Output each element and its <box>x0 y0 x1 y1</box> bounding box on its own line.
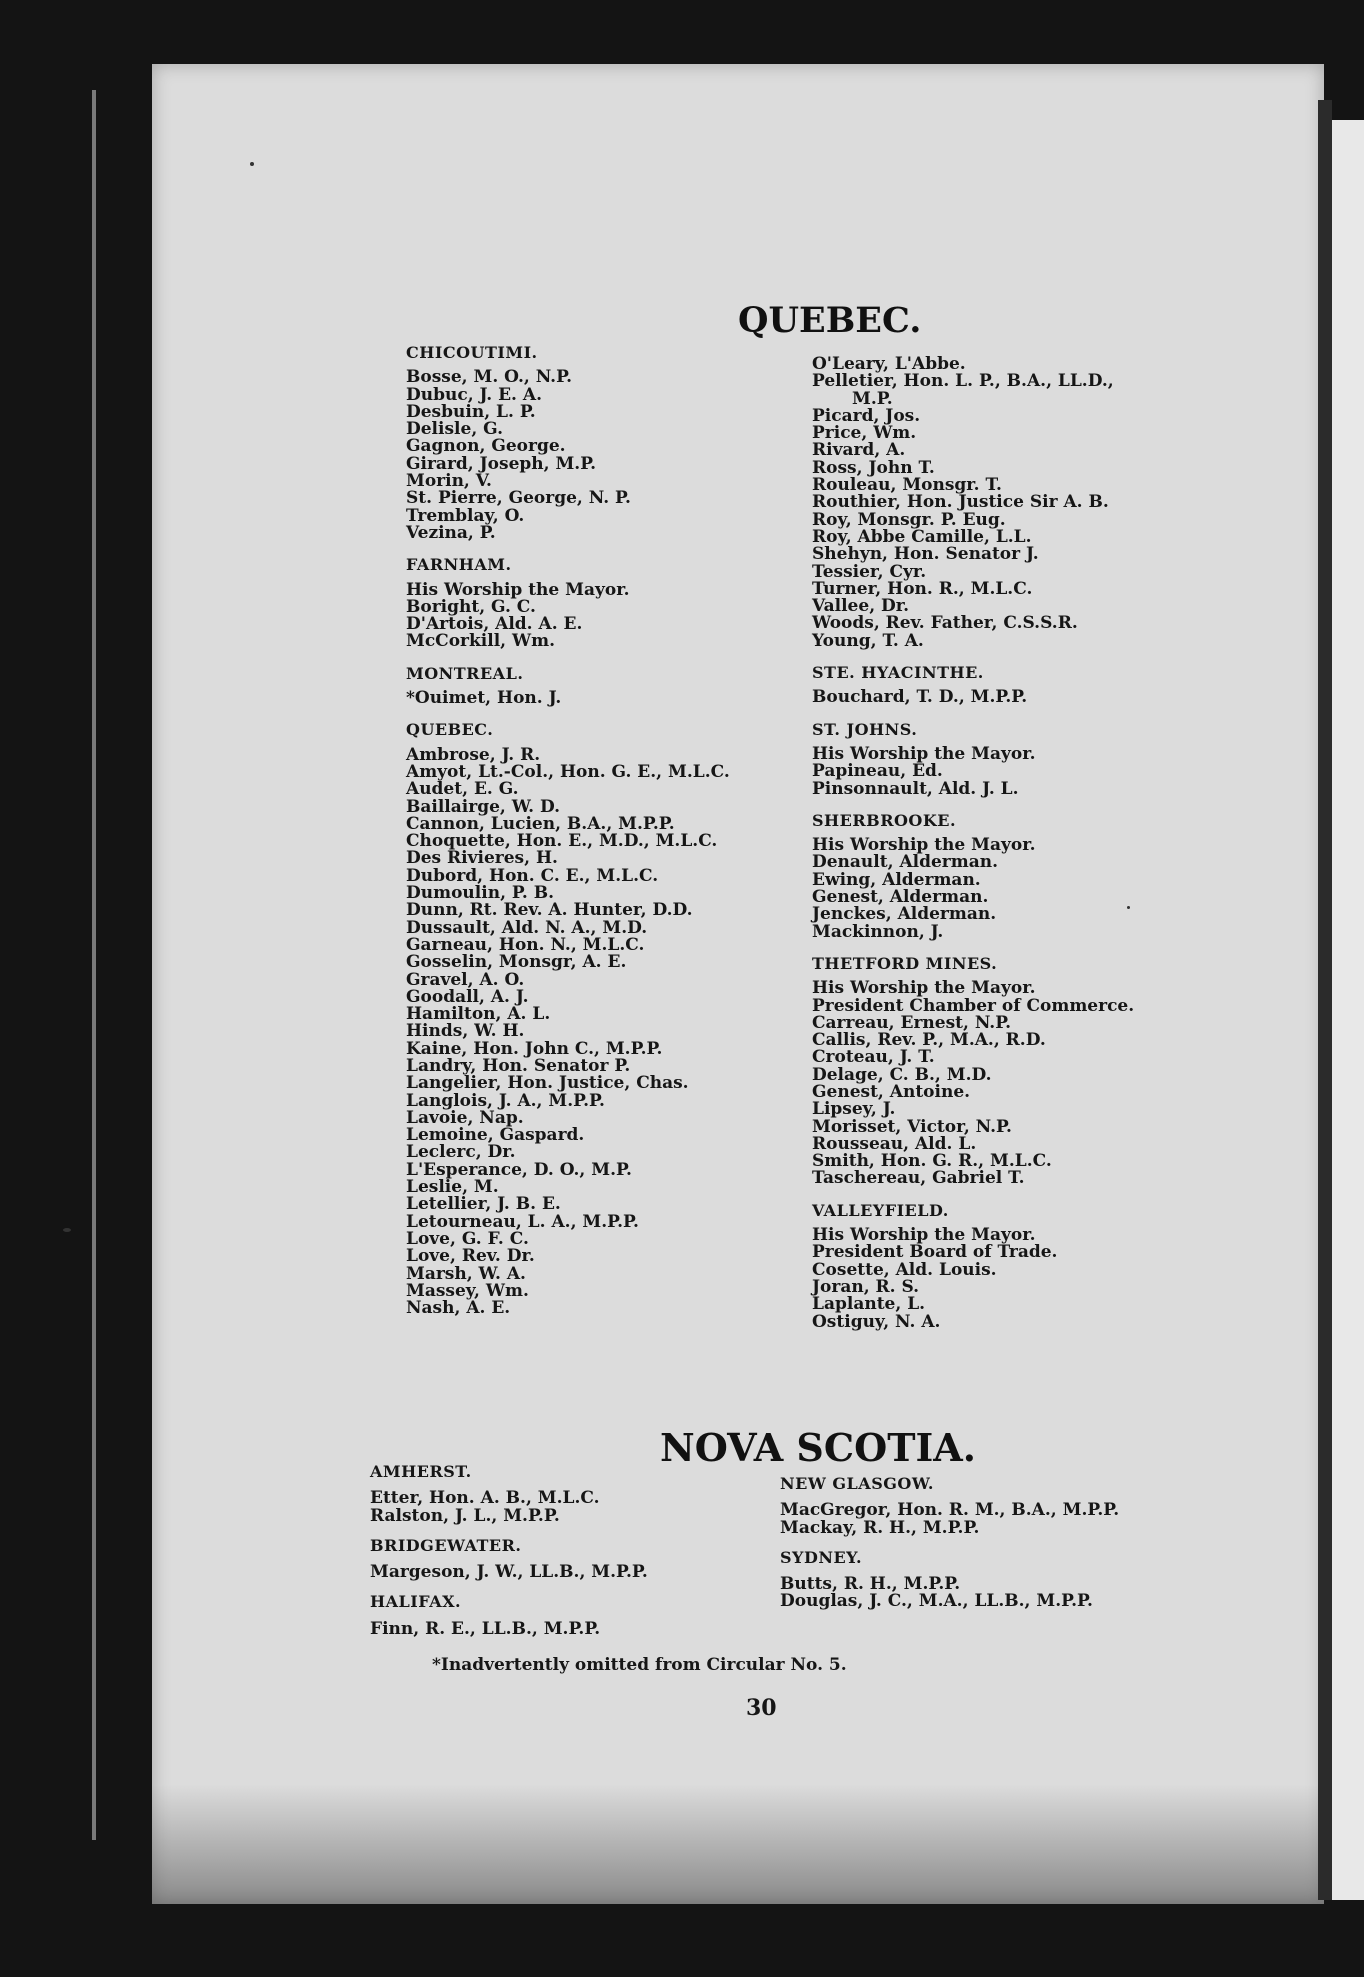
page-left-border <box>92 90 96 1840</box>
name-entry: Amyot, Lt.-Col., Hon. G. E., M.L.C. <box>406 761 730 782</box>
name-entry: Finn, R. E., LL.B., M.P.P. <box>370 1618 601 1639</box>
section-title: FARNHAM. <box>406 555 512 575</box>
name-entry: Leclerc, Dr. <box>406 1142 516 1163</box>
name-entry: Dubuc, J. E. A. <box>406 384 542 405</box>
quebec-right-column <box>812 356 1242 1345</box>
name-entry: Tessier, Cyr. <box>812 561 927 582</box>
name-entry: O'Leary, L'Abbe. <box>812 354 966 374</box>
name-entry: Denault, Alderman. <box>812 852 999 873</box>
name-entry: President Board of Trade. <box>812 1242 1058 1263</box>
name-entry: Mackinnon, J. <box>812 921 944 942</box>
section-title: QUEBEC. <box>406 720 494 740</box>
section-montreal <box>406 665 836 708</box>
name-entry: Baillairge, W. D. <box>406 796 561 817</box>
name-entry: President Chamber of Commerce. <box>812 995 1135 1016</box>
name-entry: Papineau, Ed. <box>812 761 943 782</box>
name-entry: Langlois, J. A., M.P.P. <box>406 1090 605 1111</box>
name-entry: Pelletier, Hon. L. P., B.A., LL.D., <box>812 371 1114 392</box>
section-amherst <box>370 1463 770 1525</box>
name-entry: Bouchard, T. D., M.P.P. <box>812 687 1028 708</box>
name-entry: Price, Wm. <box>812 423 917 444</box>
name-entry: Morisset, Victor, N.P. <box>812 1116 1012 1137</box>
section-title: BRIDGEWATER. <box>370 1535 522 1555</box>
name-entry: Choquette, Hon. E., M.D., M.L.C. <box>406 831 718 852</box>
name-entry: His Worship the Mayor. <box>812 743 1036 764</box>
paper-speck <box>63 1228 71 1232</box>
name-entry: Woods, Rev. Father, C.S.S.R. <box>812 613 1078 634</box>
name-entry: Massey, Wm. <box>406 1280 529 1301</box>
name-entry: Leslie, M. <box>406 1177 499 1198</box>
paper-speck <box>1127 906 1130 909</box>
name-entry: Des Rivieres, H. <box>406 848 558 869</box>
name-entry: Pinsonnault, Ald. J. L. <box>812 778 1019 799</box>
nova-scotia-right-column <box>780 1475 1180 1623</box>
section-chicoutimi <box>406 344 836 542</box>
name-entry: Croteau, J. T. <box>812 1047 935 1068</box>
name-entry: Mackay, R. H., M.P.P. <box>780 1517 980 1538</box>
page-edge-shadow <box>1318 100 1332 1900</box>
section-sherbrooke <box>812 812 1242 941</box>
name-entry: Callis, Rev. P., M.A., R.D. <box>812 1030 1046 1051</box>
name-entry: Desbuin, L. P. <box>406 401 536 422</box>
name-entry: Genest, Alderman. <box>812 887 989 908</box>
quebec-left-column <box>406 344 836 1331</box>
name-entry: Dubord, Hon. C. E., M.L.C. <box>406 865 659 886</box>
name-entry: Delisle, G. <box>406 419 503 440</box>
name-entry: His Worship the Mayor. <box>812 978 1036 999</box>
section-sydney <box>780 1549 1180 1611</box>
name-entry: Gosselin, Monsgr, A. E. <box>406 952 627 973</box>
page-number: 30 <box>746 1695 777 1721</box>
name-entry: His Worship the Mayor. <box>812 835 1036 856</box>
name-entry: M.P. <box>852 388 893 409</box>
name-entry: Morin, V. <box>406 471 492 492</box>
name-entry: Smith, Hon. G. R., M.L.C. <box>812 1151 1052 1172</box>
section-title: VALLEYFIELD. <box>812 1200 949 1220</box>
name-entry: Ostiguy, N. A. <box>812 1311 941 1332</box>
section-title: AMHERST. <box>370 1462 472 1481</box>
section-title: SHERBROOKE. <box>812 810 957 830</box>
footnote: *Inadvertently omitted from Circular No. 5. <box>432 1655 847 1675</box>
name-entry: Rousseau, Ald. L. <box>812 1133 977 1154</box>
next-page-strip <box>1332 120 1364 1900</box>
section-st-johns <box>812 721 1242 798</box>
name-entry: Gagnon, George. <box>406 436 566 457</box>
name-entry: Langelier, Hon. Justice, Chas. <box>406 1073 689 1094</box>
paper-speck <box>250 162 254 166</box>
name-entry: Love, G. F. C. <box>406 1228 529 1249</box>
name-entry: Garneau, Hon. N., M.L.C. <box>406 934 645 955</box>
name-entry: Boright, G. C. <box>406 596 536 617</box>
section-valleyfield <box>812 1202 1242 1331</box>
section-new-glasgow <box>780 1475 1180 1537</box>
name-entry: Kaine, Hon. John C., M.P.P. <box>406 1038 663 1059</box>
nova-scotia-heading: NOVA SCOTIA. <box>660 1425 976 1470</box>
name-entry: Douglas, J. C., M.A., LL.B., M.P.P. <box>780 1591 1093 1612</box>
name-entry: His Worship the Mayor. <box>406 579 630 600</box>
name-entry: Cosette, Ald. Louis. <box>812 1259 997 1280</box>
name-entry: Roy, Monsgr. P. Eug. <box>812 509 1006 530</box>
name-entry: MacGregor, Hon. R. M., B.A., M.P.P. <box>780 1500 1120 1521</box>
name-entry: Delage, C. B., M.D. <box>812 1064 992 1085</box>
name-entry: D'Artois, Ald. A. E. <box>406 614 583 635</box>
name-entry: Nash, A. E. <box>406 1298 511 1319</box>
name-entry: Laplante, L. <box>812 1294 926 1315</box>
section-title: CHICOUTIMI. <box>406 343 538 362</box>
name-entry: Vezina, P. <box>406 522 496 543</box>
name-entry: Joran, R. S. <box>812 1276 920 1297</box>
name-entry: Ross, John T. <box>812 457 935 478</box>
name-entry: Carreau, Ernest, N.P. <box>812 1012 1012 1033</box>
name-entry: Lemoine, Gaspard. <box>406 1125 585 1146</box>
name-entry: Butts, R. H., M.P.P. <box>780 1574 961 1595</box>
section-continued <box>812 356 1242 650</box>
name-entry: Hinds, W. H. <box>406 1021 525 1042</box>
name-entry: Young, T. A. <box>812 630 924 651</box>
name-entry: Ewing, Alderman. <box>812 869 981 890</box>
section-title: ST. JOHNS. <box>812 719 918 739</box>
name-entry: Hamilton, A. L. <box>406 1004 551 1025</box>
section-title: STE. HYACINTHE. <box>812 663 984 683</box>
name-entry: Rouleau, Monsgr. T. <box>812 475 1002 496</box>
name-entry: Rivard, A. <box>812 440 906 461</box>
section-farnham <box>406 556 836 650</box>
section-ste-hyacinthe <box>812 664 1242 707</box>
name-entry: Dunn, Rt. Rev. A. Hunter, D.D. <box>406 900 693 921</box>
section-title: MONTREAL. <box>406 663 524 683</box>
section-halifax <box>370 1593 770 1638</box>
name-entry: Vallee, Dr. <box>812 596 910 617</box>
name-entry: Tremblay, O. <box>406 505 525 526</box>
name-entry: Love, Rev. Dr. <box>406 1246 535 1267</box>
name-entry: *Ouimet, Hon. J. <box>406 688 562 709</box>
name-entry: Ralston, J. L., M.P.P. <box>370 1505 560 1526</box>
name-entry: Landry, Hon. Senator P. <box>406 1055 631 1076</box>
name-entry: Roy, Abbe Camille, L.L. <box>812 526 1032 547</box>
name-entry: Letellier, J. B. E. <box>406 1194 561 1215</box>
name-entry: Lavoie, Nap. <box>406 1107 524 1128</box>
name-entry: McCorkill, Wm. <box>406 631 555 652</box>
name-entry: Gravel, A. O. <box>406 969 525 990</box>
name-entry: Audet, E. G. <box>406 779 519 800</box>
name-entry: Etter, Hon. A. B., M.L.C. <box>370 1488 600 1509</box>
section-title: HALIFAX. <box>370 1592 462 1612</box>
name-entry: Routhier, Hon. Justice Sir A. B. <box>812 492 1109 513</box>
name-entry: His Worship the Mayor. <box>812 1225 1036 1246</box>
name-entry: Lipsey, J. <box>812 1099 896 1120</box>
name-entry: Taschereau, Gabriel T. <box>812 1168 1025 1189</box>
section-title: SYDNEY. <box>780 1547 863 1567</box>
name-entry: Jenckes, Alderman. <box>812 904 997 925</box>
name-entry: Dumoulin, P. B. <box>406 883 554 904</box>
section-quebec <box>406 721 836 1317</box>
name-entry: Goodall, A. J. <box>406 986 529 1007</box>
name-entry: St. Pierre, George, N. P. <box>406 488 631 509</box>
name-entry: Girard, Joseph, M.P. <box>406 453 597 474</box>
name-entry: L'Esperance, D. O., M.P. <box>406 1159 632 1180</box>
quebec-heading: QUEBEC. <box>738 300 922 341</box>
name-entry: Marsh, W. A. <box>406 1263 526 1284</box>
name-entry: Margeson, J. W., LL.B., M.P.P. <box>370 1562 648 1583</box>
name-entry: Genest, Antoine. <box>812 1081 971 1102</box>
name-entry: Ambrose, J. R. <box>406 744 541 765</box>
section-bridgewater <box>370 1537 770 1582</box>
name-entry: Picard, Jos. <box>812 405 921 426</box>
section-title: NEW GLASGOW. <box>780 1474 934 1493</box>
name-entry: Turner, Hon. R., M.L.C. <box>812 578 1033 599</box>
section-thetford-mines <box>812 955 1242 1188</box>
name-entry: Cannon, Lucien, B.A., M.P.P. <box>406 813 675 834</box>
nova-scotia-left-column <box>370 1463 770 1650</box>
name-entry: Dussault, Ald. N. A., M.D. <box>406 917 648 938</box>
name-entry: Shehyn, Hon. Senator J. <box>812 544 1039 565</box>
name-entry: Letourneau, L. A., M.P.P. <box>406 1211 639 1232</box>
section-title: THETFORD MINES. <box>812 953 998 973</box>
name-entry: Bosse, M. O., N.P. <box>406 367 572 388</box>
